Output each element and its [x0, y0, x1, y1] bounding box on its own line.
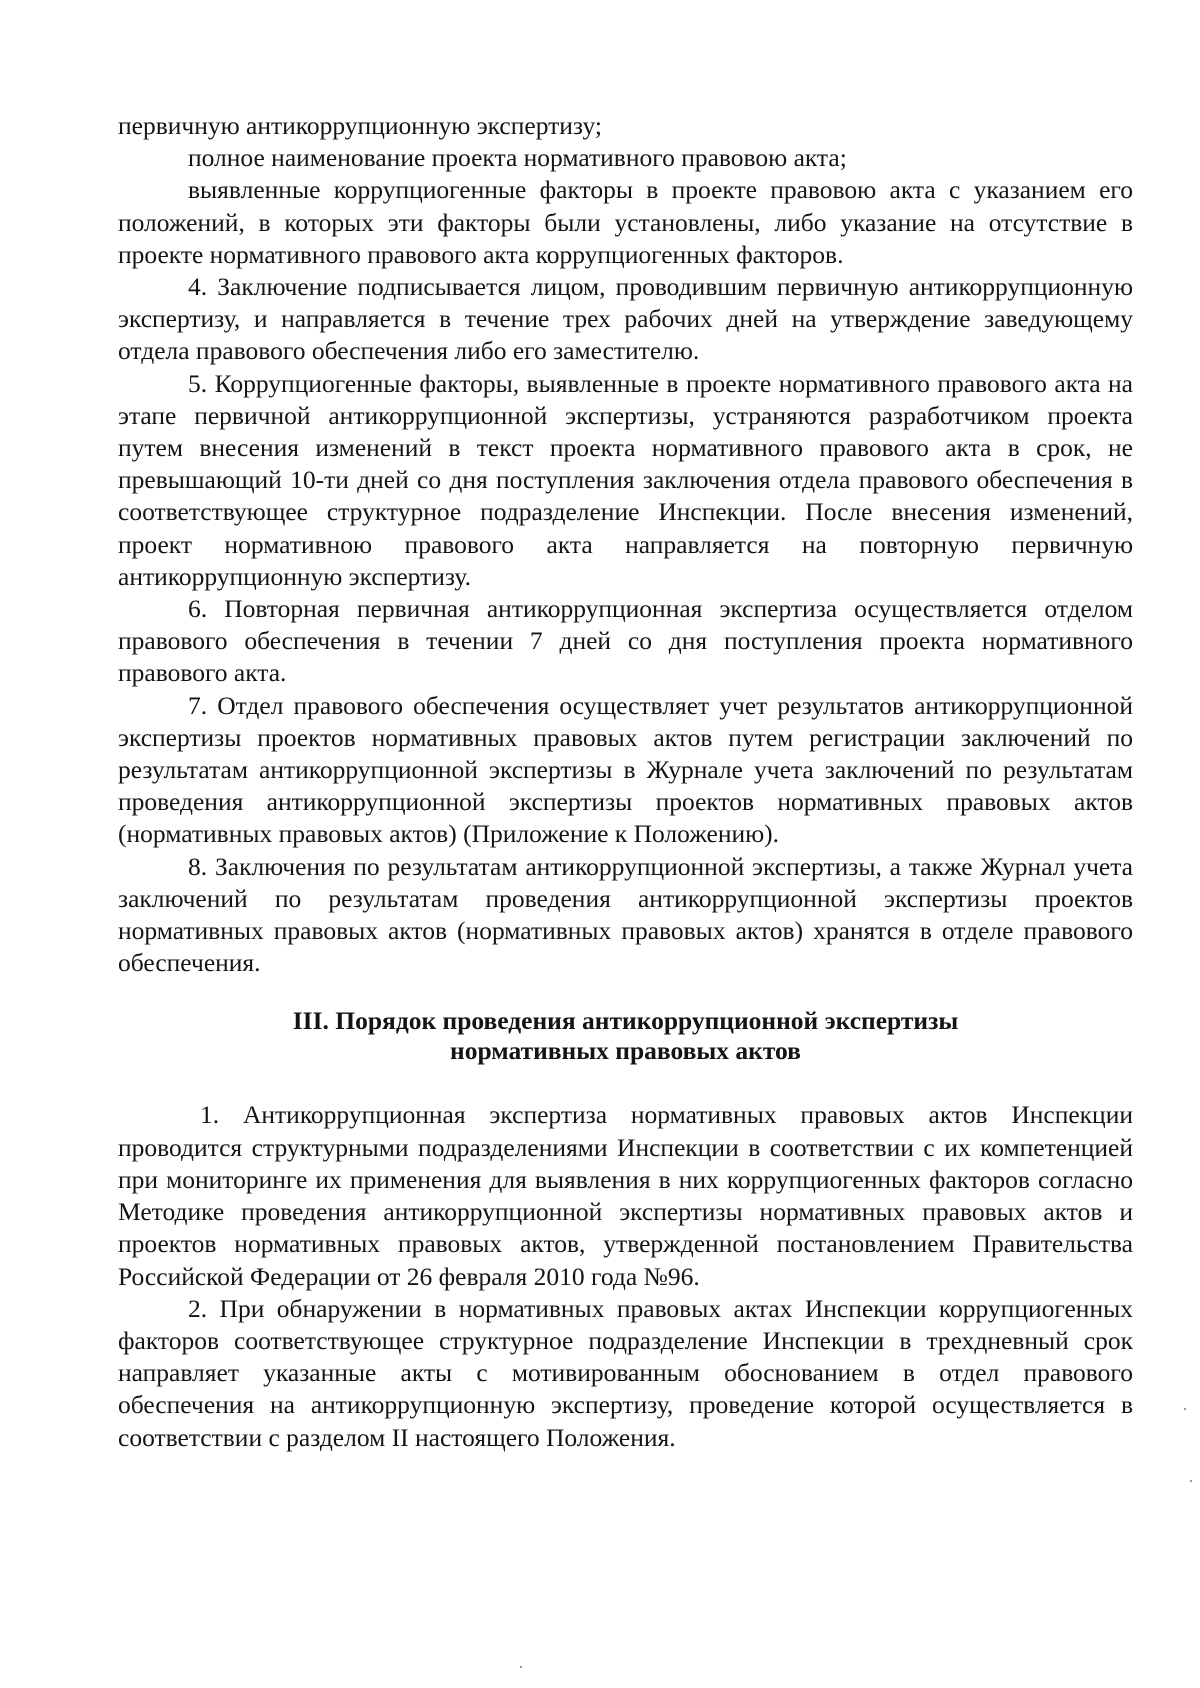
section-heading	[118, 1006, 1133, 1066]
paragraph-5: 5. Коррупциогенные факторы, выявленные в проекте нормативного правового акта на этапе первичной антикоррупционной экспертизы, устраняются разработчиком проекта путем внесения изменений в текст проекта нормативного правового акта в срок, не превышающий 10-ти дней со дня поступления заключения отдела правового обеспечения в соответствующее структурное подразделение Инспекции. После внесения изменений, проект нормативною правового акта направляется на повторную первичную антикоррупционную экспертизу.	[118, 368, 1133, 591]
paragraph-8: 8. Заключения по результатам антикоррупционной экспертизы, а также Журнал учета заключений по результатам проведения антикоррупционной экспертизы проектов нормативных правовых актов (нормативных правовых актов) хранятся в отделе правового обеспечения.	[118, 851, 1133, 978]
scan-speck	[1190, 1480, 1192, 1482]
paragraph-item-factors: выявленные коррупциогенные факторы в проекте правовою акта с указанием его положений, в которых эти факторы были установлены, либо указание на отсутствие в проекте нормативного правового акта коррупциогенных факторов.	[118, 175, 1133, 269]
paragraph-6: 6. Повторная первичная антикоррупционная экспертиза осуществляется отделом правового обеспечения в течении 7 дней со дня поступления проекта нормативного правового акта.	[118, 594, 1133, 688]
document-page	[118, 110, 1133, 1454]
paragraph-4: 4. Заключение подписывается лицом, проводившим первичную антикоррупционную экспертизу, и направляется в течение трех рабочих дней на утверждение заведующему отдела правового обеспечения либо его заместителю.	[118, 272, 1133, 366]
section-paragraph-2: 2. При обнаружении в нормативных правовых актах Инспекции коррупциогенных факторов соответствующее структурное подразделение Инспекции в трехдневный срок направляет указанные акты с мотивированным обоснованием в отдел правового обеспечения на антикоррупционную экспертизу, проведение которой осуществляется в соответствии с разделом II настоящего Положения.	[118, 1293, 1133, 1452]
section-heading-line-1: III. Порядок проведения антикоррупционной экспертизы	[292, 1006, 959, 1036]
section-body	[118, 1099, 1133, 1453]
scan-speck	[520, 1666, 522, 1668]
section-heading-line-2: нормативных правовых актов	[450, 1036, 801, 1066]
paragraph-item-full-name: полное наименование проекта нормативного правовою акта;	[188, 143, 847, 173]
paragraph-7: 7. Отдел правового обеспечения осуществляет учет результатов антикоррупционной экспертизы проектов нормативных правовых актов путем регистрации заключений по результатам антикоррупционной экспертизы в Журнале учета заключений по результатам проведения антикоррупционной экспертизы проектов нормативных правовых актов (нормативных правовых актов) (Приложение к Положению).	[118, 690, 1133, 849]
section-paragraph-1: 1. Антикоррупционная экспертиза нормативных правовых актов Инспекции проводится структурными подразделениями Инспекции в соответствии с их компетенцией при мониторинге их применения для выявления в них коррупциогенных факторов согласно Методике проведения антикоррупционной экспертизы нормативных правовых актов и проектов нормативных правовых актов, утвержденной постановлением Правительства Российской Федерации от 26 февраля 2010 года №96.	[118, 1100, 1133, 1291]
scan-speck	[1184, 1408, 1186, 1410]
paragraph-continuation: первичную антикоррупционную экспертизу;	[118, 111, 602, 140]
